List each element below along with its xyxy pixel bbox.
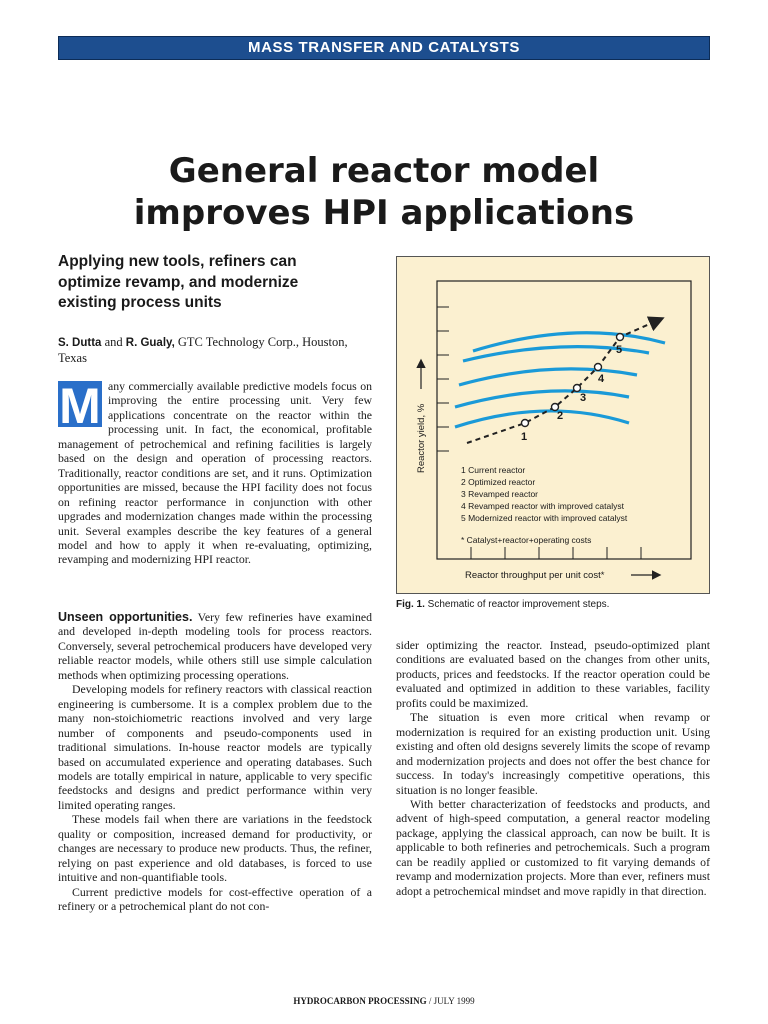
byline — [58, 335, 358, 366]
yield-curve-2 — [455, 391, 629, 407]
right-paragraph-2: The situation is even more critical when revamp or modernization is required for an existing production unit. Using existing and often old designs severely limits the scope of revamp and modernization projects and does not offer the best chance for success. In today's increasingly competitive operations, this situation is no longer feasible. — [396, 710, 710, 797]
section-paragraph-2: Developing models for refinery reactors with classical reaction engineering is cumbersome. It is a complex problem due to the many non-stoichiometric reactions involved and very large number of components and pseudo-components used in traditional simulations. In-house reactor models are typically based on accumulated experience and operating databases. Such models are totally empirical in nature, applicable to very specific feedstocks and designs and predict performance within very limited operating ranges. — [58, 682, 372, 812]
figure-legend — [461, 465, 628, 545]
point-label-4: 4 — [598, 373, 605, 385]
point-label-1: 1 — [521, 431, 528, 443]
article-title — [58, 150, 710, 234]
author-2: R. Gualy, — [125, 337, 175, 349]
legend-item-5: 5 Modernized reactor with improved catalyst — [461, 513, 628, 523]
point-label-3: 3 — [580, 392, 587, 404]
lead-text: any commercially available predictive models focus on improving the entire processing unit. Very few applications concentrate on the reactor within the processing unit. In fact, the economical, profitable management of petrochemical and refining facilities is largely based on the design and operation of processing reactors. Traditionally, reactor conditions are set, and it runs. Optimization opportunities are missed, because the HPI facility does not focus on refining reactor performance in conjunction with other upgrades and modernization changes made within the processing unit. Several examples describe the key features of a general model and how to apply it when re-evaluating, optimizing, revamping and modernizing HPI reactor. — [58, 379, 372, 567]
point-marker-5 — [617, 334, 624, 341]
x-axis-label: Reactor throughput per unit cost* — [465, 570, 605, 581]
publication-name: HYDROCARBON PROCESSING — [293, 996, 427, 1006]
y-axis-ticks — [437, 307, 449, 451]
point-marker-4 — [595, 364, 602, 371]
article-subtitle: Applying new tools, refiners can optimize revamp, and modernize existing process units — [58, 253, 299, 311]
figure-caption — [396, 598, 710, 611]
figure-svg — [397, 257, 709, 593]
section-paragraph-1 — [58, 610, 372, 682]
body-column-left — [58, 610, 372, 914]
legend-footnote: * Catalyst+reactor+operating costs — [461, 535, 592, 545]
yield-curve-1 — [455, 411, 629, 427]
point-marker-3 — [574, 385, 581, 392]
x-axis-ticks — [471, 547, 641, 559]
legend-item-3: 3 Revamped reactor — [461, 489, 539, 499]
right-paragraph-3: With better characterization of feedstocks and products, and advent of high-speed computation, a general reactor modeling package, applying the classical approach, can now be built. It is applicable to both refineries and petrochemicals. Such a program can be readily applied or customized to fit varying demands of revamp and modernization projects. More than ever, refiners must adopt a petrochemical mindset and move rapidly in that direction. — [396, 796, 710, 898]
section-heading: Unseen opportunities. — [58, 610, 193, 624]
title-line-1: General reactor model — [168, 151, 600, 191]
byline-conj: and — [101, 335, 126, 349]
page-footer — [0, 996, 768, 1007]
lead-paragraph — [58, 379, 372, 567]
body-column-right — [396, 638, 710, 898]
right-paragraph-1: sider optimizing the reactor. Instead, pseudo-optimized plant conditions are evaluated based on the changes from other units, products, prices and feedstocks. If the reactor operation could be evaluated and optimized in addition to these variables, facility profits could be maximized. — [396, 638, 710, 710]
point-label-2: 2 — [557, 410, 564, 422]
legend-item-4: 4 Revamped reactor with improved catalyst — [461, 501, 624, 511]
affiliation: GTC Technology Corp., Houston, Texas — [58, 335, 348, 365]
legend-item-1: 1 Current reactor — [461, 465, 526, 475]
issue-date: / JULY 1999 — [426, 996, 475, 1006]
section-text-1: Very few refineries have examined and developed in-depth modeling tools for process reactors. Conversely, several petrochemical producers have developed very reliable reactor models, while others still use simple calculation methods when optimizing processing operations. — [58, 610, 372, 682]
figure-1 — [396, 256, 710, 594]
point-marker-1 — [522, 420, 529, 427]
section-banner: MASS TRANSFER AND CATALYSTS — [58, 36, 710, 60]
section-paragraph-3: These models fail when there are variations in the feedstock quality or composition, increased demand for productivity, or changes are necessary to produce new products. Thus, the refiner, relying on past experience and old databases, is forced to use intuitive and non-quantifiable tools. — [58, 812, 372, 885]
legend-item-2: 2 Optimized reactor — [461, 477, 536, 487]
drop-cap: M — [59, 378, 101, 434]
caption-text: Schematic of reactor improvement steps. — [424, 599, 610, 610]
section-paragraph-4: Current predictive models for cost-effective operation of a refinery or a petrochemical plant do not con- — [58, 884, 372, 914]
caption-label: Fig. 1. — [396, 599, 425, 610]
yield-curve-3 — [459, 369, 637, 385]
y-axis-label: Reactor yield, % — [416, 403, 427, 473]
title-line-2: improves HPI applications — [133, 193, 635, 233]
point-label-5: 5 — [616, 344, 623, 356]
author-1: S. Dutta — [58, 337, 102, 349]
